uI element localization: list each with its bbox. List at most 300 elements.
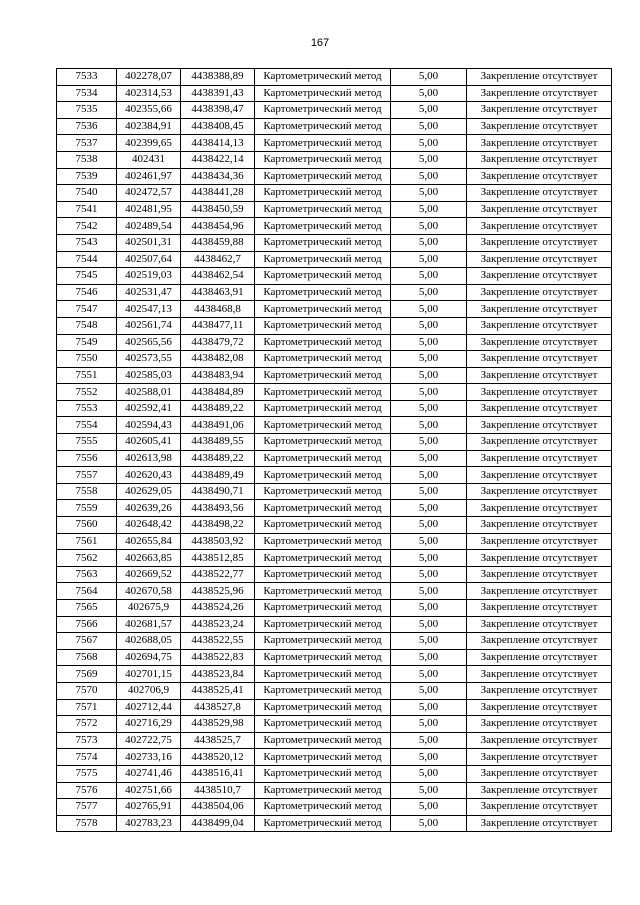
point-number-cell: 7578: [57, 815, 117, 832]
table-row: [57, 500, 612, 517]
point-number-cell: 7545: [57, 268, 117, 285]
fixation-cell: Закрепление отсутствует: [467, 317, 612, 334]
table-row: [57, 135, 612, 152]
fixation-cell: Закрепление отсутствует: [467, 517, 612, 534]
fixation-cell: Закрепление отсутствует: [467, 732, 612, 749]
y-coordinate-cell: 4438398,47: [181, 102, 255, 119]
method-cell: Картометрический метод: [255, 151, 391, 168]
y-coordinate-cell: 4438462,7: [181, 251, 255, 268]
y-coordinate-cell: 4438391,43: [181, 85, 255, 102]
table-row: [57, 69, 612, 86]
x-coordinate-cell: 402592,41: [117, 400, 181, 417]
point-number-cell: 7556: [57, 450, 117, 467]
fixation-cell: Закрепление отсутствует: [467, 268, 612, 285]
point-number-cell: 7542: [57, 218, 117, 235]
x-coordinate-cell: 402278,07: [117, 69, 181, 86]
fixation-cell: Закрепление отсутствует: [467, 351, 612, 368]
y-coordinate-cell: 4438434,36: [181, 168, 255, 185]
point-number-cell: 7557: [57, 467, 117, 484]
table-row: [57, 799, 612, 816]
x-coordinate-cell: 402733,16: [117, 749, 181, 766]
precision-cell: 5,00: [391, 566, 467, 583]
x-coordinate-cell: 402481,95: [117, 201, 181, 218]
precision-cell: 5,00: [391, 483, 467, 500]
precision-cell: 5,00: [391, 317, 467, 334]
y-coordinate-cell: 4438388,89: [181, 69, 255, 86]
y-coordinate-cell: 4438516,41: [181, 765, 255, 782]
precision-cell: 5,00: [391, 334, 467, 351]
fixation-cell: Закрепление отсутствует: [467, 699, 612, 716]
y-coordinate-cell: 4438527,8: [181, 699, 255, 716]
method-cell: Картометрический метод: [255, 583, 391, 600]
precision-cell: 5,00: [391, 400, 467, 417]
x-coordinate-cell: 402547,13: [117, 301, 181, 318]
x-coordinate-cell: 402655,84: [117, 533, 181, 550]
table-row: [57, 483, 612, 500]
precision-cell: 5,00: [391, 799, 467, 816]
point-number-cell: 7574: [57, 749, 117, 766]
precision-cell: 5,00: [391, 699, 467, 716]
point-number-cell: 7539: [57, 168, 117, 185]
y-coordinate-cell: 4438477,11: [181, 317, 255, 334]
x-coordinate-cell: 402722,75: [117, 732, 181, 749]
table-row: [57, 467, 612, 484]
method-cell: Картометрический метод: [255, 135, 391, 152]
y-coordinate-cell: 4438525,7: [181, 732, 255, 749]
fixation-cell: Закрепление отсутствует: [467, 367, 612, 384]
method-cell: Картометрический метод: [255, 550, 391, 567]
precision-cell: 5,00: [391, 815, 467, 832]
y-coordinate-cell: 4438489,49: [181, 467, 255, 484]
method-cell: Картометрический метод: [255, 666, 391, 683]
fixation-cell: Закрепление отсутствует: [467, 85, 612, 102]
fixation-cell: Закрепление отсутствует: [467, 400, 612, 417]
precision-cell: 5,00: [391, 434, 467, 451]
precision-cell: 5,00: [391, 301, 467, 318]
point-number-cell: 7541: [57, 201, 117, 218]
y-coordinate-cell: 4438524,26: [181, 600, 255, 617]
fixation-cell: Закрепление отсутствует: [467, 384, 612, 401]
y-coordinate-cell: 4438454,96: [181, 218, 255, 235]
point-number-cell: 7560: [57, 517, 117, 534]
precision-cell: 5,00: [391, 69, 467, 86]
point-number-cell: 7554: [57, 417, 117, 434]
fixation-cell: Закрепление отсутствует: [467, 600, 612, 617]
method-cell: Картометрический метод: [255, 234, 391, 251]
precision-cell: 5,00: [391, 666, 467, 683]
table-row: [57, 234, 612, 251]
fixation-cell: Закрепление отсутствует: [467, 417, 612, 434]
x-coordinate-cell: 402670,58: [117, 583, 181, 600]
precision-cell: 5,00: [391, 450, 467, 467]
fixation-cell: Закрепление отсутствует: [467, 749, 612, 766]
table-row: [57, 251, 612, 268]
precision-cell: 5,00: [391, 251, 467, 268]
y-coordinate-cell: 4438525,41: [181, 682, 255, 699]
fixation-cell: Закрепление отсутствует: [467, 69, 612, 86]
x-coordinate-cell: 402531,47: [117, 284, 181, 301]
table-row: [57, 517, 612, 534]
point-number-cell: 7570: [57, 682, 117, 699]
fixation-cell: Закрепление отсутствует: [467, 301, 612, 318]
method-cell: Картометрический метод: [255, 483, 391, 500]
x-coordinate-cell: 402573,55: [117, 351, 181, 368]
method-cell: Картометрический метод: [255, 334, 391, 351]
method-cell: Картометрический метод: [255, 600, 391, 617]
method-cell: Картометрический метод: [255, 434, 391, 451]
precision-cell: 5,00: [391, 782, 467, 799]
y-coordinate-cell: 4438498,22: [181, 517, 255, 534]
x-coordinate-cell: 402507,64: [117, 251, 181, 268]
table-row: [57, 749, 612, 766]
point-number-cell: 7577: [57, 799, 117, 816]
method-cell: Картометрический метод: [255, 351, 391, 368]
precision-cell: 5,00: [391, 417, 467, 434]
y-coordinate-cell: 4438483,94: [181, 367, 255, 384]
method-cell: Картометрический метод: [255, 749, 391, 766]
method-cell: Картометрический метод: [255, 102, 391, 119]
fixation-cell: Закрепление отсутствует: [467, 649, 612, 666]
table-row: [57, 317, 612, 334]
y-coordinate-cell: 4438523,24: [181, 616, 255, 633]
point-number-cell: 7552: [57, 384, 117, 401]
y-coordinate-cell: 4438489,22: [181, 400, 255, 417]
fixation-cell: Закрепление отсутствует: [467, 716, 612, 733]
y-coordinate-cell: 4438503,92: [181, 533, 255, 550]
precision-cell: 5,00: [391, 765, 467, 782]
x-coordinate-cell: 402605,41: [117, 434, 181, 451]
x-coordinate-cell: 402706,9: [117, 682, 181, 699]
table-row: [57, 600, 612, 617]
fixation-cell: Закрепление отсутствует: [467, 135, 612, 152]
method-cell: Картометрический метод: [255, 815, 391, 832]
x-coordinate-cell: 402701,15: [117, 666, 181, 683]
fixation-cell: Закрепление отсутствует: [467, 102, 612, 119]
point-number-cell: 7543: [57, 234, 117, 251]
table-row: [57, 284, 612, 301]
method-cell: Картометрический метод: [255, 218, 391, 235]
point-number-cell: 7573: [57, 732, 117, 749]
fixation-cell: Закрепление отсутствует: [467, 434, 612, 451]
fixation-cell: Закрепление отсутствует: [467, 284, 612, 301]
fixation-cell: Закрепление отсутствует: [467, 782, 612, 799]
fixation-cell: Закрепление отсутствует: [467, 118, 612, 135]
point-number-cell: 7572: [57, 716, 117, 733]
table-row: [57, 633, 612, 650]
y-coordinate-cell: 4438529,98: [181, 716, 255, 733]
precision-cell: 5,00: [391, 351, 467, 368]
x-coordinate-cell: 402765,91: [117, 799, 181, 816]
table-row: [57, 168, 612, 185]
table-row: [57, 351, 612, 368]
coordinates-table: [56, 68, 612, 832]
table-row: [57, 649, 612, 666]
x-coordinate-cell: 402669,52: [117, 566, 181, 583]
y-coordinate-cell: 4438459,88: [181, 234, 255, 251]
precision-cell: 5,00: [391, 649, 467, 666]
precision-cell: 5,00: [391, 600, 467, 617]
coordinates-table-body: [57, 69, 612, 832]
y-coordinate-cell: 4438414,13: [181, 135, 255, 152]
x-coordinate-cell: 402712,44: [117, 699, 181, 716]
method-cell: Картометрический метод: [255, 85, 391, 102]
y-coordinate-cell: 4438512,85: [181, 550, 255, 567]
y-coordinate-cell: 4438450,59: [181, 201, 255, 218]
table-row: [57, 815, 612, 832]
point-number-cell: 7549: [57, 334, 117, 351]
y-coordinate-cell: 4438489,55: [181, 434, 255, 451]
precision-cell: 5,00: [391, 384, 467, 401]
fixation-cell: Закрепление отсутствует: [467, 583, 612, 600]
point-number-cell: 7533: [57, 69, 117, 86]
point-number-cell: 7562: [57, 550, 117, 567]
x-coordinate-cell: 402461,97: [117, 168, 181, 185]
precision-cell: 5,00: [391, 533, 467, 550]
fixation-cell: Закрепление отсутствует: [467, 533, 612, 550]
precision-cell: 5,00: [391, 550, 467, 567]
precision-cell: 5,00: [391, 367, 467, 384]
x-coordinate-cell: 402663,85: [117, 550, 181, 567]
table-row: [57, 616, 612, 633]
table-row: [57, 782, 612, 799]
fixation-cell: Закрепление отсутствует: [467, 666, 612, 683]
table-row: [57, 583, 612, 600]
fixation-cell: Закрепление отсутствует: [467, 218, 612, 235]
y-coordinate-cell: 4438522,77: [181, 566, 255, 583]
y-coordinate-cell: 4438408,45: [181, 118, 255, 135]
x-coordinate-cell: 402629,05: [117, 483, 181, 500]
method-cell: Картометрический метод: [255, 251, 391, 268]
method-cell: Картометрический метод: [255, 384, 391, 401]
precision-cell: 5,00: [391, 716, 467, 733]
table-row: [57, 765, 612, 782]
method-cell: Картометрический метод: [255, 566, 391, 583]
fixation-cell: Закрепление отсутствует: [467, 566, 612, 583]
y-coordinate-cell: 4438504,06: [181, 799, 255, 816]
point-number-cell: 7555: [57, 434, 117, 451]
method-cell: Картометрический метод: [255, 450, 391, 467]
precision-cell: 5,00: [391, 284, 467, 301]
point-number-cell: 7568: [57, 649, 117, 666]
method-cell: Картометрический метод: [255, 616, 391, 633]
precision-cell: 5,00: [391, 118, 467, 135]
table-row: [57, 102, 612, 119]
point-number-cell: 7537: [57, 135, 117, 152]
x-coordinate-cell: 402489,54: [117, 218, 181, 235]
precision-cell: 5,00: [391, 616, 467, 633]
precision-cell: 5,00: [391, 467, 467, 484]
point-number-cell: 7569: [57, 666, 117, 683]
x-coordinate-cell: 402519,03: [117, 268, 181, 285]
precision-cell: 5,00: [391, 749, 467, 766]
x-coordinate-cell: 402399,65: [117, 135, 181, 152]
method-cell: Картометрический метод: [255, 633, 391, 650]
x-coordinate-cell: 402741,46: [117, 765, 181, 782]
table-row: [57, 666, 612, 683]
precision-cell: 5,00: [391, 218, 467, 235]
fixation-cell: Закрепление отсутствует: [467, 334, 612, 351]
point-number-cell: 7564: [57, 583, 117, 600]
table-row: [57, 218, 612, 235]
fixation-cell: Закрепление отсутствует: [467, 765, 612, 782]
fixation-cell: Закрепление отсутствует: [467, 201, 612, 218]
fixation-cell: Закрепление отсутствует: [467, 682, 612, 699]
x-coordinate-cell: 402585,03: [117, 367, 181, 384]
x-coordinate-cell: 402472,57: [117, 185, 181, 202]
method-cell: Картометрический метод: [255, 417, 391, 434]
table-row: [57, 417, 612, 434]
table-row: [57, 682, 612, 699]
method-cell: Картометрический метод: [255, 367, 391, 384]
y-coordinate-cell: 4438482,08: [181, 351, 255, 368]
point-number-cell: 7538: [57, 151, 117, 168]
table-row: [57, 334, 612, 351]
table-row: [57, 699, 612, 716]
precision-cell: 5,00: [391, 517, 467, 534]
table-row: [57, 533, 612, 550]
table-row: [57, 566, 612, 583]
fixation-cell: Закрепление отсутствует: [467, 550, 612, 567]
x-coordinate-cell: 402431: [117, 151, 181, 168]
point-number-cell: 7558: [57, 483, 117, 500]
method-cell: Картометрический метод: [255, 699, 391, 716]
precision-cell: 5,00: [391, 85, 467, 102]
method-cell: Картометрический метод: [255, 69, 391, 86]
method-cell: Картометрический метод: [255, 400, 391, 417]
point-number-cell: 7548: [57, 317, 117, 334]
method-cell: Картометрический метод: [255, 517, 391, 534]
x-coordinate-cell: 402588,01: [117, 384, 181, 401]
y-coordinate-cell: 4438484,89: [181, 384, 255, 401]
precision-cell: 5,00: [391, 168, 467, 185]
x-coordinate-cell: 402681,57: [117, 616, 181, 633]
method-cell: Картометрический метод: [255, 317, 391, 334]
point-number-cell: 7540: [57, 185, 117, 202]
x-coordinate-cell: 402620,43: [117, 467, 181, 484]
fixation-cell: Закрепление отсутствует: [467, 500, 612, 517]
x-coordinate-cell: 402565,56: [117, 334, 181, 351]
x-coordinate-cell: 402694,75: [117, 649, 181, 666]
method-cell: Картометрический метод: [255, 649, 391, 666]
method-cell: Картометрический метод: [255, 533, 391, 550]
point-number-cell: 7563: [57, 566, 117, 583]
y-coordinate-cell: 4438422,14: [181, 151, 255, 168]
y-coordinate-cell: 4438520,12: [181, 749, 255, 766]
table-row: [57, 301, 612, 318]
precision-cell: 5,00: [391, 732, 467, 749]
y-coordinate-cell: 4438523,84: [181, 666, 255, 683]
point-number-cell: 7535: [57, 102, 117, 119]
point-number-cell: 7553: [57, 400, 117, 417]
x-coordinate-cell: 402783,23: [117, 815, 181, 832]
method-cell: Картометрический метод: [255, 765, 391, 782]
x-coordinate-cell: 402639,26: [117, 500, 181, 517]
y-coordinate-cell: 4438468,8: [181, 301, 255, 318]
y-coordinate-cell: 4438463,91: [181, 284, 255, 301]
x-coordinate-cell: 402561,74: [117, 317, 181, 334]
y-coordinate-cell: 4438510,7: [181, 782, 255, 799]
y-coordinate-cell: 4438493,56: [181, 500, 255, 517]
point-number-cell: 7576: [57, 782, 117, 799]
table-row: [57, 367, 612, 384]
precision-cell: 5,00: [391, 151, 467, 168]
fixation-cell: Закрепление отсутствует: [467, 185, 612, 202]
y-coordinate-cell: 4438522,55: [181, 633, 255, 650]
method-cell: Картометрический метод: [255, 118, 391, 135]
table-row: [57, 400, 612, 417]
method-cell: Картометрический метод: [255, 799, 391, 816]
point-number-cell: 7534: [57, 85, 117, 102]
y-coordinate-cell: 4438489,22: [181, 450, 255, 467]
precision-cell: 5,00: [391, 234, 467, 251]
table-row: [57, 268, 612, 285]
point-number-cell: 7551: [57, 367, 117, 384]
method-cell: Картометрический метод: [255, 682, 391, 699]
x-coordinate-cell: 402688,05: [117, 633, 181, 650]
table-row: [57, 550, 612, 567]
table-row: [57, 201, 612, 218]
point-number-cell: 7565: [57, 600, 117, 617]
x-coordinate-cell: 402384,91: [117, 118, 181, 135]
table-row: [57, 85, 612, 102]
point-number-cell: 7550: [57, 351, 117, 368]
table-row: [57, 434, 612, 451]
method-cell: Картометрический метод: [255, 716, 391, 733]
y-coordinate-cell: 4438499,04: [181, 815, 255, 832]
x-coordinate-cell: 402594,43: [117, 417, 181, 434]
fixation-cell: Закрепление отсутствует: [467, 799, 612, 816]
table-row: [57, 185, 612, 202]
precision-cell: 5,00: [391, 201, 467, 218]
y-coordinate-cell: 4438490,71: [181, 483, 255, 500]
precision-cell: 5,00: [391, 185, 467, 202]
y-coordinate-cell: 4438441,28: [181, 185, 255, 202]
method-cell: Картометрический метод: [255, 467, 391, 484]
method-cell: Картометрический метод: [255, 284, 391, 301]
point-number-cell: 7567: [57, 633, 117, 650]
fixation-cell: Закрепление отсутствует: [467, 483, 612, 500]
precision-cell: 5,00: [391, 583, 467, 600]
x-coordinate-cell: 402613,98: [117, 450, 181, 467]
y-coordinate-cell: 4438479,72: [181, 334, 255, 351]
point-number-cell: 7571: [57, 699, 117, 716]
y-coordinate-cell: 4438522,83: [181, 649, 255, 666]
y-coordinate-cell: 4438525,96: [181, 583, 255, 600]
method-cell: Картометрический метод: [255, 782, 391, 799]
method-cell: Картометрический метод: [255, 201, 391, 218]
precision-cell: 5,00: [391, 500, 467, 517]
x-coordinate-cell: 402355,66: [117, 102, 181, 119]
precision-cell: 5,00: [391, 102, 467, 119]
fixation-cell: Закрепление отсутствует: [467, 616, 612, 633]
method-cell: Картометрический метод: [255, 268, 391, 285]
table-row: [57, 450, 612, 467]
fixation-cell: Закрепление отсутствует: [467, 450, 612, 467]
x-coordinate-cell: 402501,31: [117, 234, 181, 251]
fixation-cell: Закрепление отсутствует: [467, 234, 612, 251]
point-number-cell: 7547: [57, 301, 117, 318]
page-number: 167: [310, 37, 330, 49]
point-number-cell: 7544: [57, 251, 117, 268]
y-coordinate-cell: 4438491,06: [181, 417, 255, 434]
precision-cell: 5,00: [391, 135, 467, 152]
precision-cell: 5,00: [391, 682, 467, 699]
method-cell: Картометрический метод: [255, 185, 391, 202]
method-cell: Картометрический метод: [255, 168, 391, 185]
point-number-cell: 7559: [57, 500, 117, 517]
x-coordinate-cell: 402648,42: [117, 517, 181, 534]
table-row: [57, 716, 612, 733]
